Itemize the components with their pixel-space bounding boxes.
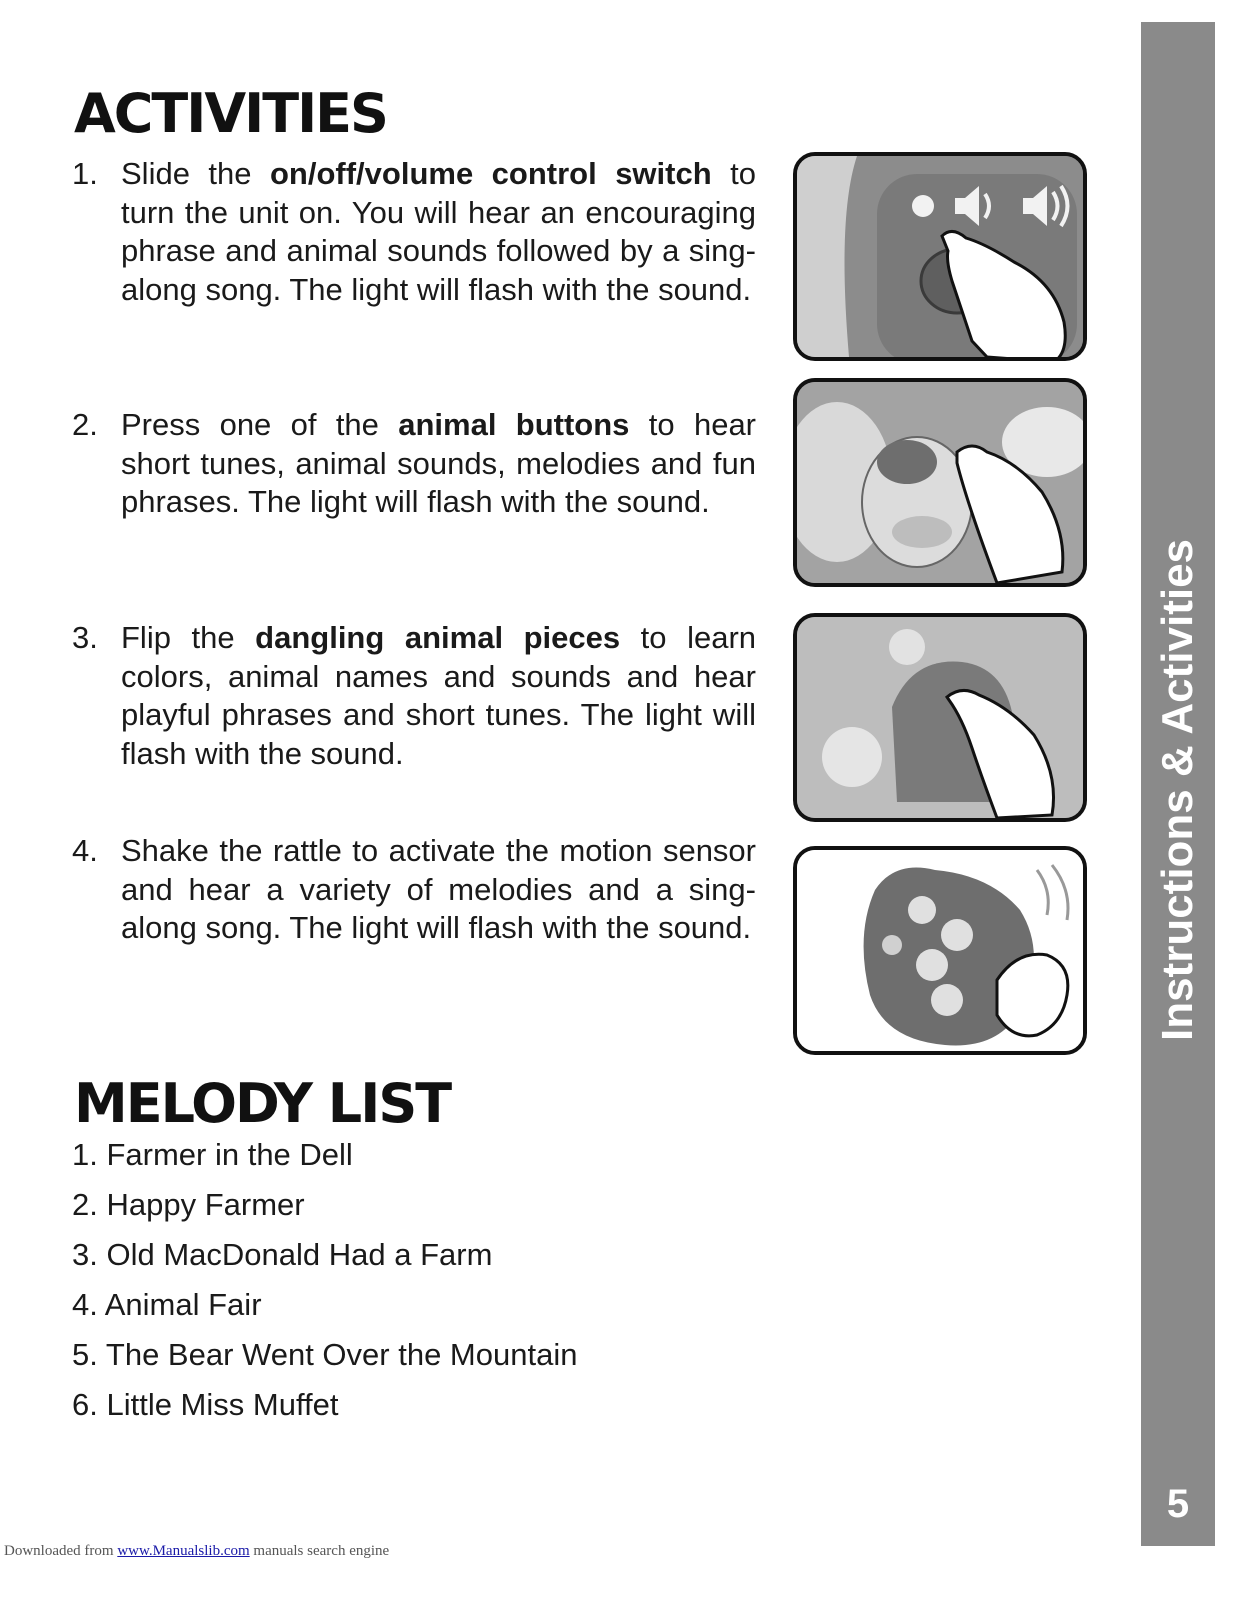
melody-item: 6. Little Miss Muffet xyxy=(72,1387,339,1422)
step-text-post: to hear short tunes, animal sounds, melodies and fun phrases. The light will flash with the sound. xyxy=(121,407,757,519)
step-text-post: to learn colors, animal names and sounds and hear playful phrases and short tunes. The light will flash with the sound. xyxy=(121,620,757,771)
footer-suffix: manuals search engine xyxy=(249,1543,390,1559)
step-number: 3. xyxy=(72,620,98,655)
melody-item: 5. The Bear Went Over the Mountain xyxy=(72,1337,578,1372)
step-text-bold: on/off/volume control switch xyxy=(269,156,712,191)
activity-step xyxy=(72,406,756,522)
animal-button-illustration xyxy=(793,378,1087,587)
melody-item: 4. Animal Fair xyxy=(72,1287,262,1322)
step-number: 2. xyxy=(72,407,98,442)
activity-step xyxy=(72,832,756,948)
footer-prefix: Downloaded from xyxy=(4,1543,118,1559)
melody-item: 1. Farmer in the Dell xyxy=(72,1137,353,1172)
step-text-bold: dangling animal pieces xyxy=(255,620,621,655)
step-number: 1. xyxy=(72,156,98,191)
step-text-pre: Press one of the xyxy=(121,407,399,442)
step-text-pre: Slide the xyxy=(121,156,270,191)
step-text xyxy=(121,155,756,309)
volume-switch-illustration xyxy=(793,152,1087,361)
activity-step xyxy=(72,619,756,773)
activities-heading: ACTIVITIES xyxy=(74,82,387,145)
step-text-pre: Shake the rattle to activate the motion sensor and hear a variety of melodies and a sing-along song. The light will flash with the sound. xyxy=(121,833,756,945)
melody-item: 2. Happy Farmer xyxy=(72,1187,305,1222)
melody-list-heading: MELODY LIST xyxy=(74,1072,451,1135)
step-text-post: to turn the unit on. You will hear an encouraging phrase and animal sounds followed by a sing-along song. The light will flash with the sound. xyxy=(121,156,757,307)
download-footer xyxy=(4,1543,389,1560)
manualslib-link[interactable]: www.Manualslib.com xyxy=(117,1543,250,1559)
melody-item: 3. Old MacDonald Had a Farm xyxy=(72,1237,493,1272)
step-text xyxy=(121,832,756,948)
dangling-piece-illustration xyxy=(793,613,1087,822)
section-side-label: Instructions & Activities xyxy=(1153,538,1202,1042)
step-number: 4. xyxy=(72,833,98,868)
activity-step xyxy=(72,155,756,309)
shake-rattle-illustration xyxy=(793,846,1087,1055)
step-text xyxy=(121,406,756,522)
step-text-bold: animal buttons xyxy=(398,407,630,442)
page-number: 5 xyxy=(1166,1482,1190,1526)
step-text xyxy=(121,619,756,773)
step-text-pre: Flip the xyxy=(121,620,256,655)
